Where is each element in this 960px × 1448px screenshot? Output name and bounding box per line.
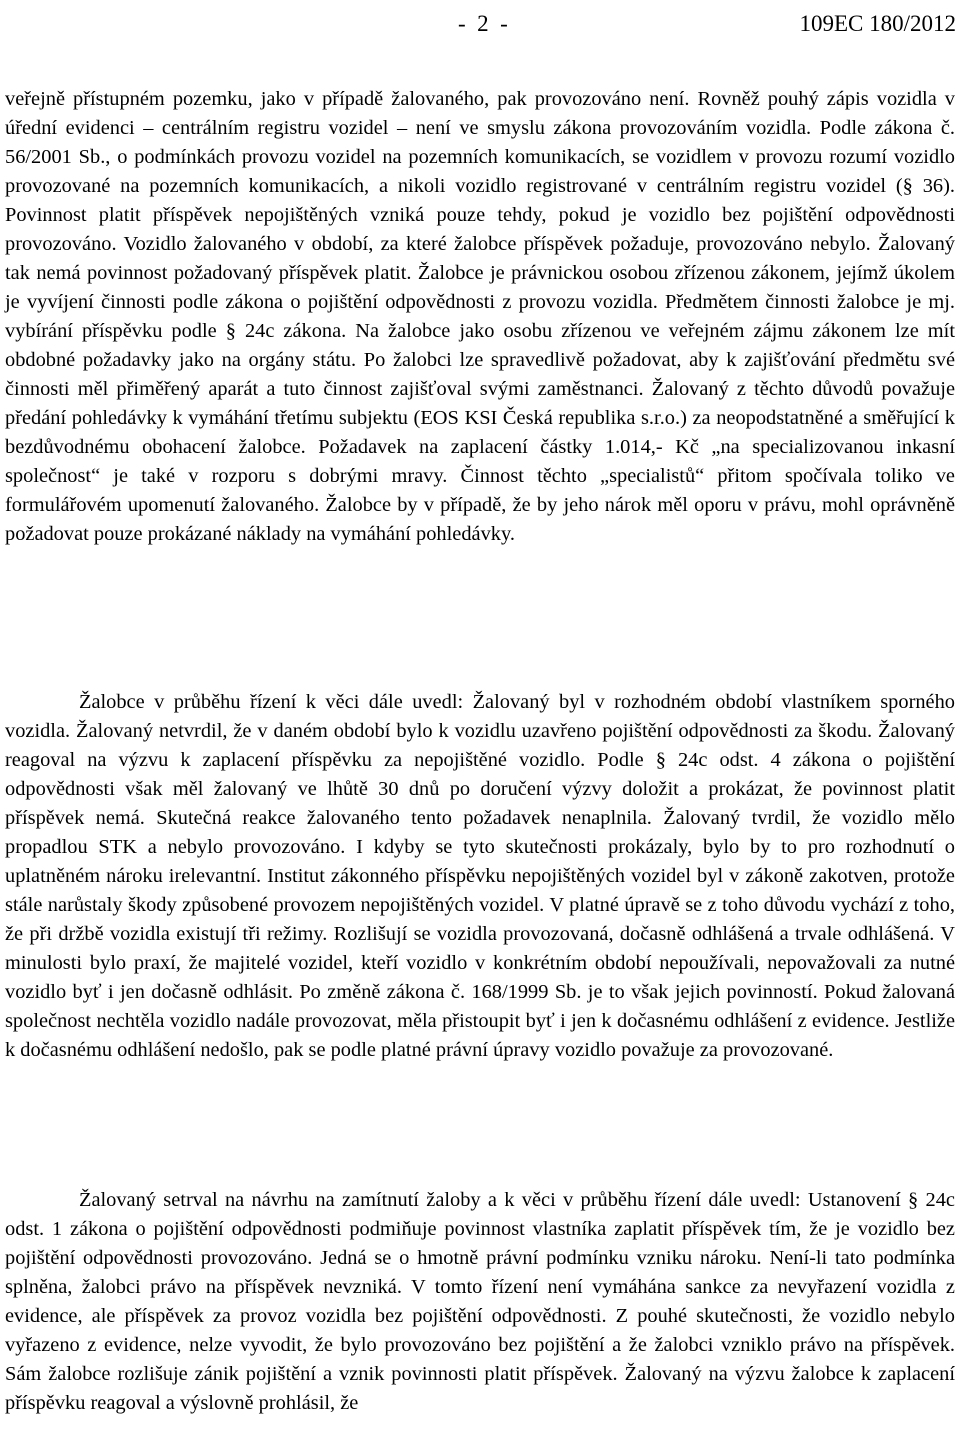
paragraph-3: Žalovaný setrval na návrhu na zamítnutí žaloby a k věci v průběhu řízení dále uvedl: Ustanovení § 24c odst. 1 zákona o pojištění odpovědnosti podmiňuje povinnost vlastníka zaplatit příspěvek tím, že je vozidlo bez pojištění odpovědnosti provozováno. Jedná se o hmotně právní podmínku vzniku nároku. Není-li tato podmínka splněna, žalobci právo na příspěvek nevzniká. V tomto řízení není vymáhána sankce za nevyřazení vozidla z evidence, ale příspěvek za provoz vozidla bez pojištění odpovědnosti. Z pouhé skutečnosti, že vozidlo nebylo vyřazeno z evidence, nelze vyvodit, že bylo provozováno bez pojištění a že žalobci vzniklo právo na příspěvek. Sám žalobce rozlišuje zánik pojištění a vznik povinnosti platit příspěvek. Žalovaný na výzvu žalobce k zaplacení příspěvku reagoval a výslovně prohlásil, že xyxy=(5,1189,955,1414)
paragraph-1: veřejně přístupném pozemku, jako v případě žalovaného, pak provozováno není. Rovněž pouhý zápis vozidla v úřední evidenci – centrálním registru vozidel – není ve smyslu zákona provozováním vozidla. Podle zákona č. 56/2001 Sb., o podmínkách provozu vozidel na pozemních komunikacích, se vozidlem v provozu rozumí vozidlo provozované na pozemních komunikacích, a nikoli vozidlo registrované v centrálním registru vozidel (§ 36). Povinnost platit příspěvek nepojištěných vzniká pouze tehdy, pokud je vozidlo bez pojištění odpovědnosti provozováno. Vozidlo žalovaného v období, za které žalobce příspěvek požaduje, provozováno nebylo. Žalovaný tak nemá povinnost požadovaný příspěvek platit. Žalobce je právnickou osobou zřízenou zákonem, jejímž úkolem je vyvíjení činnosti podle zákona o pojištění odpovědnosti z provozu vozidla. Předmětem činnosti žalobce je mj. vybírání příspěvku podle § 24c zákona. Na žalobce jako osobu zřízenou ve veřejném zájmu zákonem lze mít obdobné požadavky jako na orgány státu. Po žalobci lze spravedlivě požadovat, aby k zajišťování předmětu své činnosti měl přiměřený aparát a tuto činnost zajišťoval svými zaměstnanci. Žalovaný z těchto důvodů považuje předání pohledávky k vymáhání třetímu subjektu (EOS KSI Česká republika s.r.o.) za neopodstatněné a směřující k bezdůvodnému obohacení žalobce. Požadavek na zaplacení částky 1.014,- Kč „na specializovanou inkasní společnost“ je také v rozporu s dobrými mravy. Činnost těchto „specialistů“ přitom spočívala toliko ve formulářovém upomenutí žalovaného. Žalobce by v případě, že by jeho nárok měl oporu v právu, mohl oprávněně požadovat pouze prokázané náklady na vymáhání pohledávky. xyxy=(5,88,955,545)
case-number: 109EC 180/2012 xyxy=(799,11,956,36)
page-header xyxy=(0,4,960,44)
paragraph-2: Žalobce v průběhu řízení k věci dále uvedl: Žalovaný byl v rozhodném období vlastníkem sporného vozidla. Žalovaný netvrdil, že v daném období bylo k vozidlu uzavřeno pojištění odpovědnosti za škodu. Žalovaný reagoval na výzvu k zaplacení příspěvku za nepojištěné vozidlo. Podle § 24c odst. 4 zákona o pojištění odpovědnosti však měl žalovaný ve lhůtě 30 dnů po doručení výzvy doložit a prokázat, že povinnost platit příspěvek nemá. Skutečná reakce žalovaného tento požadavek nenaplnila. Žalovaný tvrdil, že vozidlo mělo propadlou STK a nebylo provozováno. I kdyby se tyto skutečnosti prokázaly, bylo by to pro rozhodnutí o uplatněném nároku irelevantní. Institut zákonného příspěvku nepojištěných vozidel byl v zákoně zakotven, protože stále narůstaly škody způsobené provozem nepojištěných vozidel. V platné úpravě se z toho důvodu vychází z toho, že při držbě vozidla existují tři režimy. Rozlišují se vozidla provozovaná, dočasně odhlášená a trvale odhlášená. V minulosti bylo praxí, že majitelé vozidel, kteří vozidlo v konkrétním období nepoužívali, nepovažovali za nutné vozidlo byť i jen dočasně odhlásit. Po změně zákona č. 168/1999 Sb. je to však jejich povinností. Pokud žalovaná společnost nechtěla vozidlo nadále provozovat, měla přistoupit byť i jen k dočasnému odhlášení z evidence. Jestliže k dočasnému odhlášení nedošlo, pak se podle platné právní úpravy vozidlo považuje za provozované. xyxy=(5,691,955,1061)
page-number: - 2 - xyxy=(458,11,508,36)
